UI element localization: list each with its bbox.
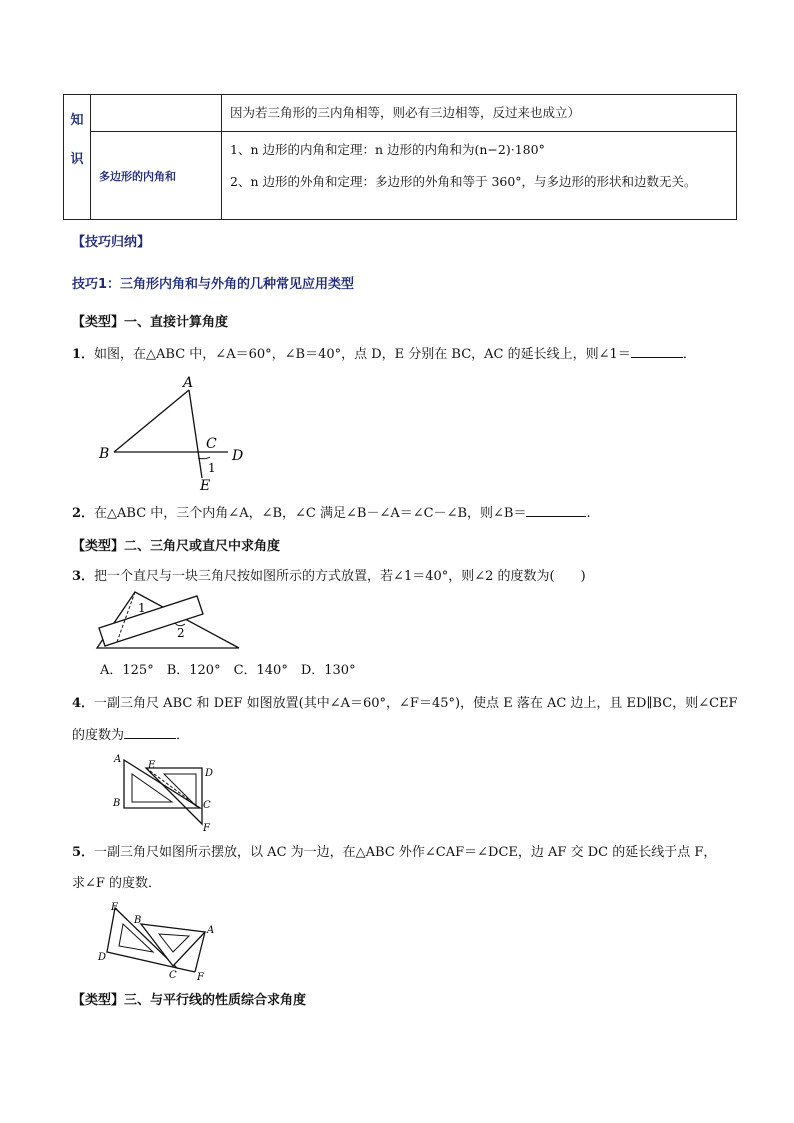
side-label-1: 知 (70, 113, 84, 128)
q4-text2: 的度数为 (72, 728, 125, 743)
row2-line2: 2、n 边形的外角和定理：多边形的外角和等于 360°，与多边形的形状和边数无关。 (230, 174, 697, 189)
q2-end: . (586, 506, 591, 521)
row2-line1: 1、n 边形的内角和定理：n 边形的内角和为(n−2)·180° (230, 142, 545, 157)
fig1-label-a: A (183, 375, 194, 391)
row1-content (222, 95, 737, 132)
q1-text: 如图，在△ABC 中，∠A＝60°，∠B＝40°，点 D，E 分别在 BC，AC 的延长线上，则∠1＝ (94, 347, 631, 362)
q1-answer-blank[interactable] (631, 345, 683, 358)
fig4-label-c: C (203, 800, 211, 811)
figure-4 (106, 750, 226, 835)
fig1-label-b: B (99, 446, 110, 462)
fig5-label-b: B (134, 915, 142, 926)
fig5-label-d: D (98, 952, 107, 963)
q2-answer-blank[interactable] (526, 504, 586, 517)
question-3 (72, 567, 586, 587)
question-4 (72, 694, 738, 714)
q3-options: A．125° B．120° C．140° D．130° (100, 663, 356, 678)
fig4-label-e: E (148, 760, 156, 771)
fig3-label-2: 2 (177, 626, 185, 640)
q3-text: 把一个直尺与一块三角尺按如图所示的方式放置，若∠1＝40°，则∠2 的度数为( ) (94, 569, 586, 584)
q1-end: ． (682, 347, 696, 362)
topic-cell-empty (91, 95, 222, 132)
side-label-bottom (64, 132, 91, 220)
row1-text: 因为若三角形的三内角相等，则必有三边相等，反过来也成立） (230, 105, 581, 120)
section-heading: 【技巧归纳】 (72, 235, 151, 250)
fig1-line-ae (189, 390, 202, 478)
question-1 (72, 345, 696, 365)
type2-heading: 【类型】二、三角尺或直尺中求角度 (72, 539, 281, 554)
fig5-label-a: A (207, 925, 215, 936)
fig5-line-cf (177, 968, 195, 972)
fig3-label-1: 1 (138, 601, 146, 615)
q4-number: 4． (72, 696, 95, 711)
fig1-label-d: D (232, 448, 244, 464)
q3-number: 3． (72, 569, 95, 584)
fig5-triangle-abc (141, 924, 205, 966)
question-4-line2 (72, 726, 189, 746)
question-5 (72, 843, 716, 863)
fig4-label-f: F (203, 823, 210, 834)
fig4-label-a: A (114, 754, 122, 765)
type1-heading: 【类型】一、直接计算角度 (72, 315, 229, 330)
question-5-line2: 求∠F 的度数． (72, 876, 162, 891)
side-label-top (64, 95, 91, 132)
figure-1 (92, 370, 262, 495)
fig4-label-b: B (113, 798, 121, 809)
q5-text: 一副三角尺如图所示摆放，以 AC 为一边，在△ABC 外作∠CAF＝∠DCE，边 AF 交 DC 的延长线于点 F， (94, 845, 717, 860)
fig4-triangle-def (146, 768, 202, 824)
q4-end: ． (176, 728, 190, 743)
fig5-label-c: C (169, 970, 177, 981)
fig4-label-d: D (205, 768, 214, 779)
fig5-label-e: E (111, 902, 119, 913)
row2-content (222, 132, 737, 220)
fig5-label-f: F (197, 972, 204, 983)
fig1-label-e: E (200, 478, 211, 494)
figure-5 (95, 898, 225, 983)
side-label-2: 识 (70, 151, 84, 167)
q4-text: 一副三角尺 ABC 和 DEF 如图放置(其中∠A＝60°，∠F＝45°)，使点 E 落在 AC 边上，且 ED∥BC，则∠CEF (94, 696, 738, 711)
fig1-angle-arc (198, 457, 210, 459)
skill-heading: 技巧1：三角形内角和与外角的几种常见应用类型 (72, 277, 355, 292)
knowledge-table (63, 94, 737, 220)
q2-text: 在△ABC 中，三个内角∠A，∠B，∠C 满足∠B－∠A＝∠C－∠B，则∠B＝ (94, 506, 527, 521)
q5-number: 5． (72, 845, 95, 860)
row2-topic: 多边形的内角和 (91, 132, 222, 220)
fig1-label-1: 1 (208, 461, 216, 475)
figure-3 (95, 590, 245, 652)
q2-number: 2． (72, 506, 95, 521)
fig1-line-ab (114, 390, 189, 452)
fig1-label-c: C (206, 436, 217, 452)
type3-heading: 【类型】三、与平行线的性质综合求角度 (72, 993, 307, 1008)
q4-answer-blank[interactable] (124, 726, 176, 739)
q1-number: 1． (72, 347, 95, 362)
question-2 (72, 504, 591, 524)
